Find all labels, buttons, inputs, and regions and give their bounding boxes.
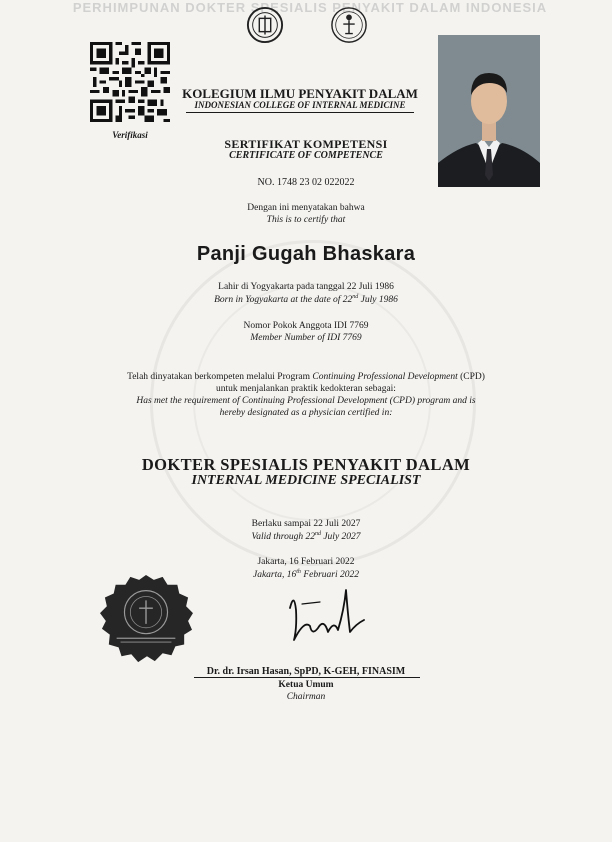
chairman-underline — [194, 677, 420, 678]
statement-line-3: Has met the requirement of Continuing Professional Development (CPD) program and is — [136, 396, 476, 406]
college-name: KOLEGIUM ILMU PENYAKIT DALAM — [182, 86, 418, 101]
birth-info-en: Born in Yogyakarta at the date of 22nd July 1986 — [214, 294, 398, 306]
certificate-number: NO. 1748 23 02 022022 — [257, 177, 355, 188]
college-name-en: INDONESIAN COLLEGE OF INTERNAL MEDICINE — [194, 100, 406, 110]
statement-line-2: untuk menjalankan praktik kedokteran sebagai: — [216, 384, 396, 394]
place-date-en: Jakarta, 16th Februari 2022 — [252, 569, 359, 581]
chairman-signature — [280, 580, 370, 650]
qr-code[interactable] — [90, 42, 170, 122]
statement-line-1: Telah dinyatakan berkompeten melalui Program Continuing Professional Development (CPD) — [127, 372, 485, 382]
intro-text: Dengan ini menyatakan bahwa — [247, 203, 365, 213]
intro-text-en: This is to certify that — [266, 215, 346, 225]
header-divider — [186, 112, 414, 113]
chairman-position-en: Chairman — [286, 692, 326, 702]
ipd-logo-icon — [246, 6, 284, 44]
college-seal-stamp — [97, 573, 195, 665]
place-date: Jakarta, 16 Februari 2022 — [257, 557, 355, 567]
faint-header-text: PERHIMPUNAN DOKTER SPESIALIS PENYAKIT DALAM INDONESIA — [72, 0, 548, 15]
certificate-title: SERTIFIKAT KOMPETENSI — [224, 137, 388, 151]
member-number: Nomor Pokok Anggota IDI 7769 — [243, 321, 369, 331]
chairman-name: Dr. dr. Irsan Hasan, SpPD, K-GEH, FINASIM — [206, 666, 406, 677]
member-number-en: Member Number of IDI 7769 — [250, 333, 362, 343]
papdi-logo-icon — [330, 6, 368, 44]
certificate-title-en: CERTIFICATE OF COMPETENCE — [229, 150, 383, 161]
statement-line-4: hereby designated as a physician certified in: — [219, 408, 393, 418]
verification-label: Verifikasi — [112, 130, 148, 140]
valid-until-en: Valid through 22nd July 2027 — [251, 531, 361, 543]
chairman-position: Ketua Umum — [278, 680, 334, 690]
specialty-title-en: INTERNAL MEDICINE SPECIALIST — [191, 473, 421, 488]
birth-info: Lahir di Yogyakarta pada tanggal 22 Juli 1986 — [218, 282, 394, 292]
valid-until: Berlaku sampai 22 Juli 2027 — [251, 519, 361, 529]
specialty-title: DOKTER SPESIALIS PENYAKIT DALAM — [141, 455, 471, 474]
holder-name: Panji Gugah Bhaskara — [196, 243, 416, 265]
holder-photo — [438, 35, 540, 187]
